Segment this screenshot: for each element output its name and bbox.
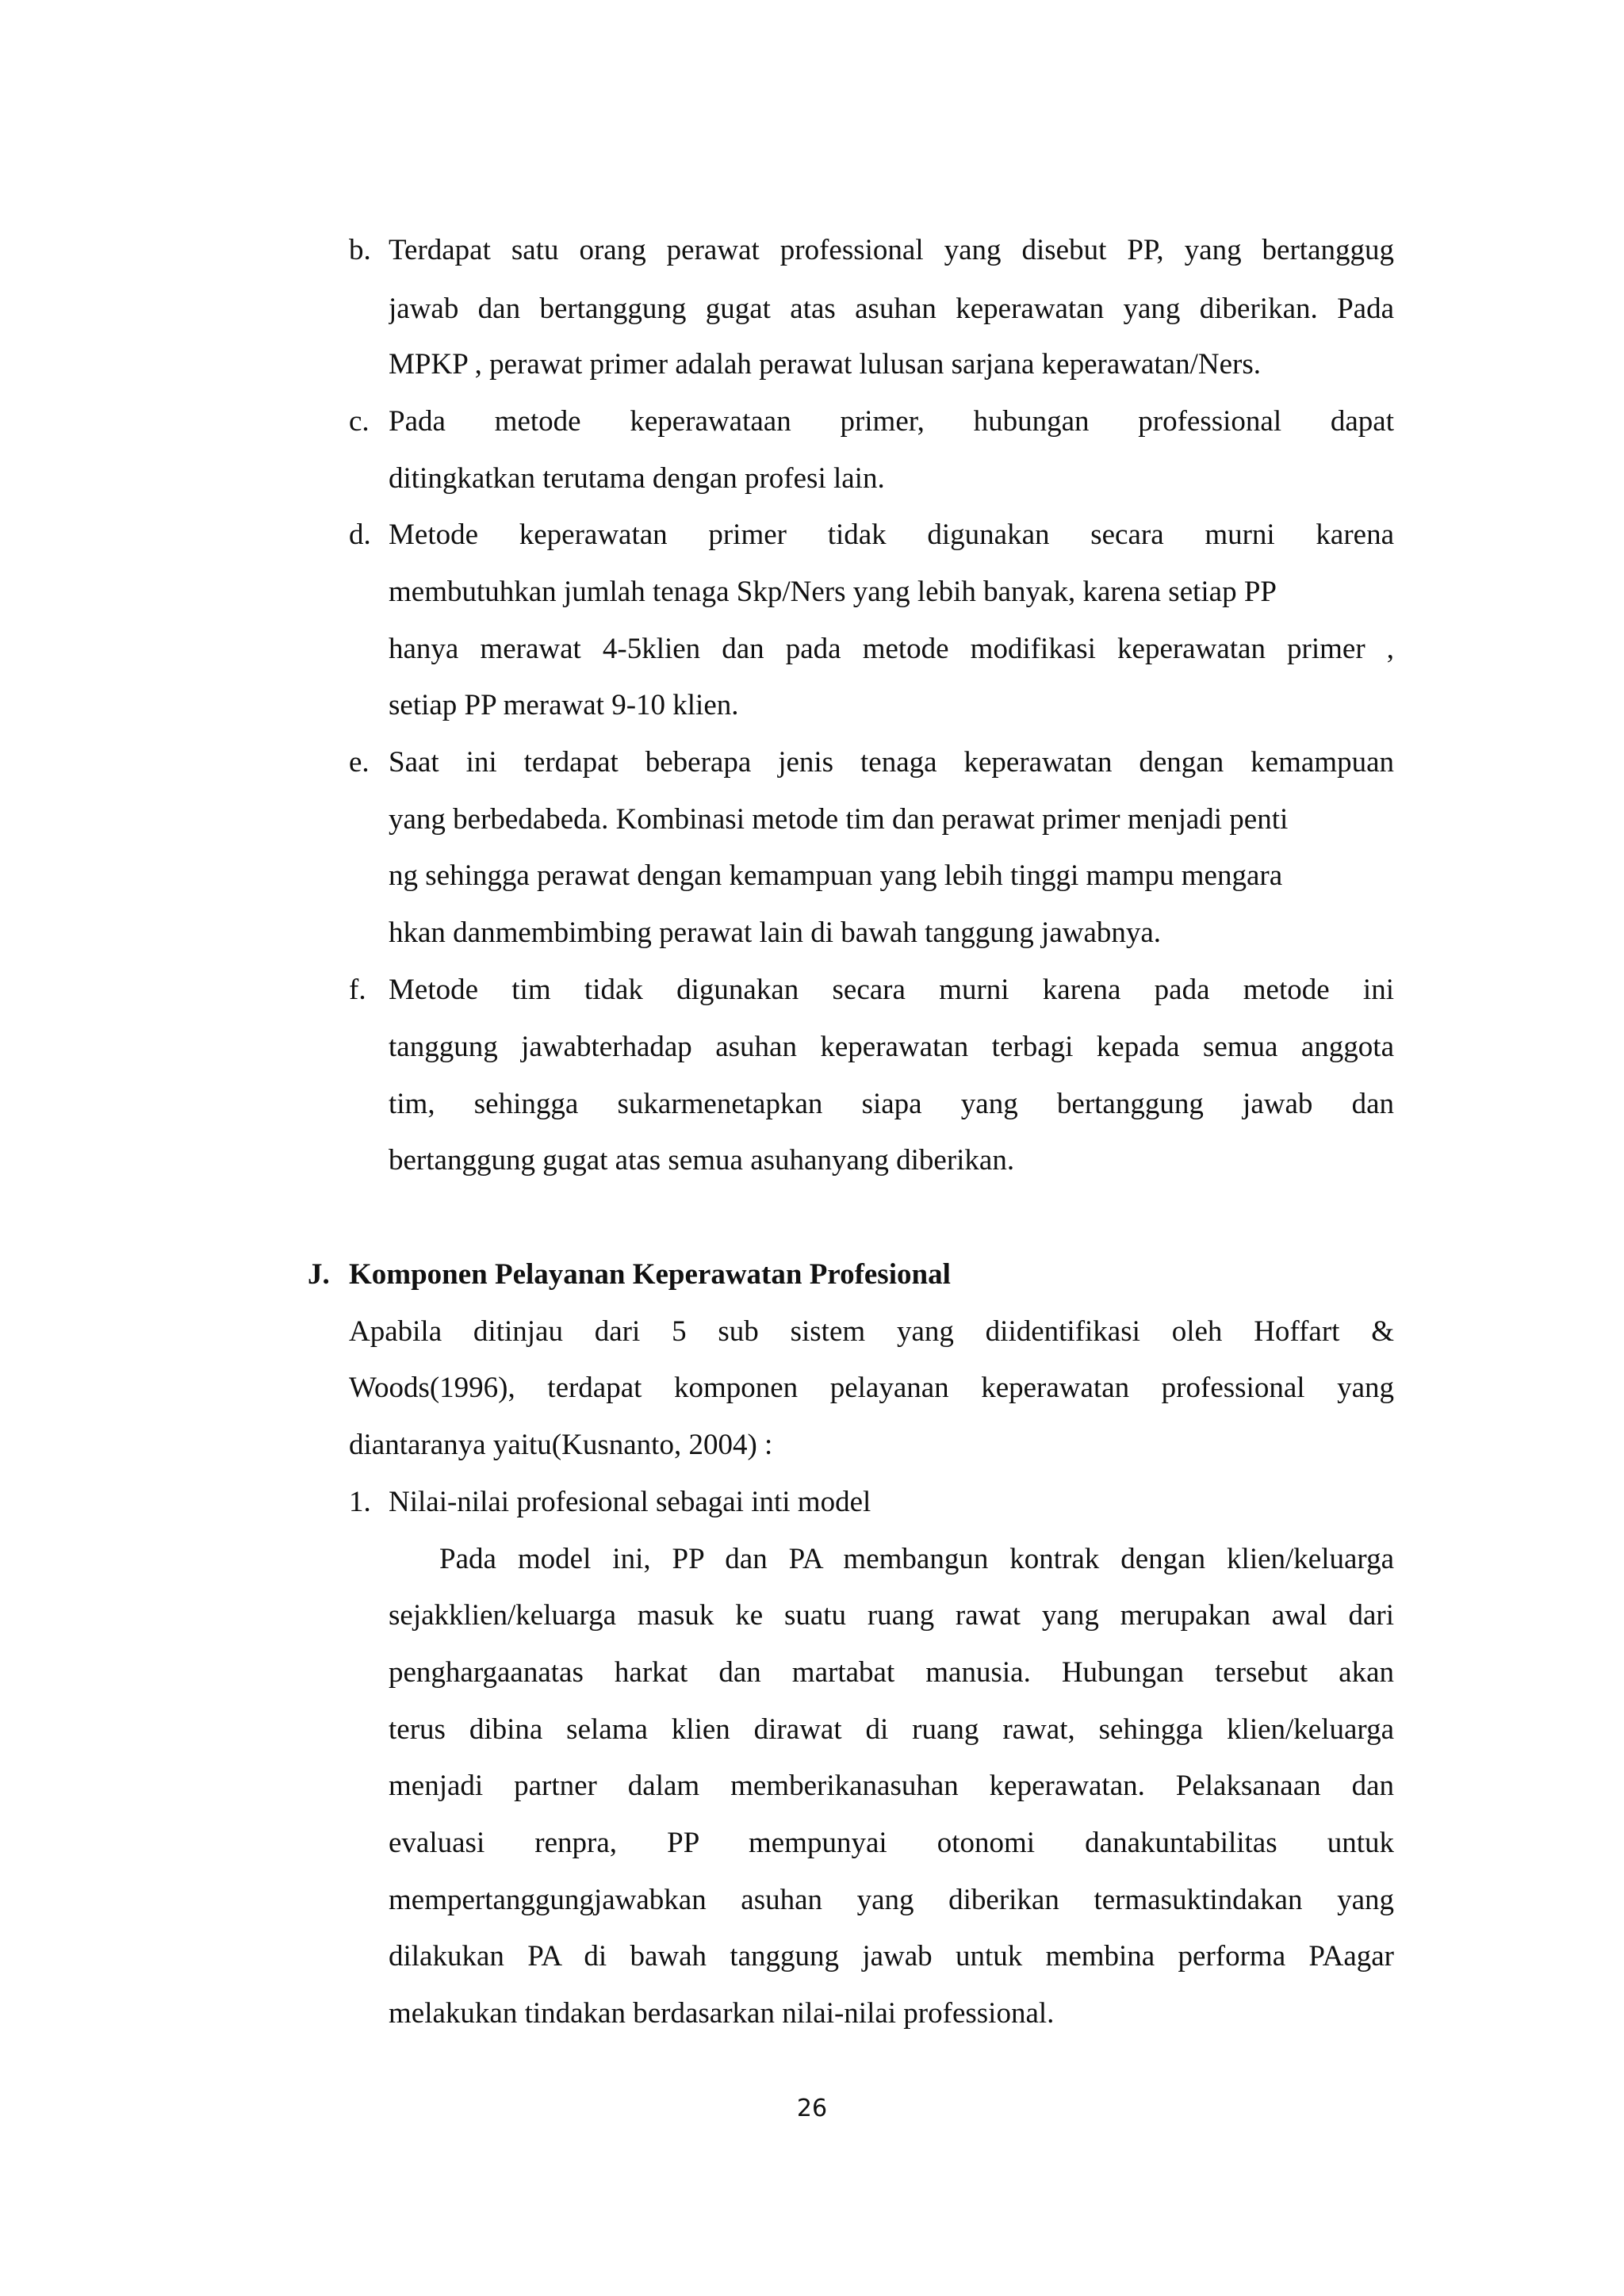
sub-item-title-1: Nilai-nilai profesional sebagai inti model <box>389 1486 871 1518</box>
list-marker-d: d. <box>349 519 371 551</box>
list-marker-e: e. <box>349 746 370 779</box>
item-b-line-1: Terdapat satu orang perawat professional yang disebut PP, yang bertanggug <box>389 234 1394 266</box>
section-intro-line-3: diantaranya yaitu(Kusnanto, 2004) : <box>349 1429 773 1461</box>
item-f-line-4: bertanggung gugat atas semua asuhanyang diberikan. <box>389 1144 1015 1177</box>
list-marker-b: b. <box>349 234 371 266</box>
item-c-line-2: ditingkatkan terutama dengan profesi lain. <box>389 462 885 495</box>
sub-item-marker-1: 1. <box>349 1486 371 1518</box>
sub-item-1-line-1: Pada model ini, PP dan PA membangun kontrak dengan klien/keluarga <box>439 1543 1394 1575</box>
sub-item-1-line-5: menjadi partner dalam memberikanasuhan keperawatan. Pelaksanaan dan <box>389 1770 1394 1802</box>
section-marker: J. <box>308 1258 330 1291</box>
item-c-line-1: Pada metode keperawataan primer, hubungan professional dapat <box>389 405 1394 438</box>
item-f-line-1: Metode tim tidak digunakan secara murni karena pada metode ini <box>389 974 1394 1006</box>
section-title: Komponen Pelayanan Keperawatan Profesional <box>349 1258 951 1291</box>
item-b-line-3: MPKP , perawat primer adalah perawat lulusan sarjana keperawatan/Ners. <box>389 348 1261 381</box>
sub-item-1-line-4: terus dibina selama klien dirawat di ruang rawat, sehingga klien/keluarga <box>389 1713 1394 1746</box>
list-marker-c: c. <box>349 405 370 438</box>
item-f-line-3: tim, sehingga sukarmenetapkan siapa yang bertanggung jawab dan <box>389 1088 1394 1120</box>
item-d-line-4: setiap PP merawat 9-10 klien. <box>389 689 739 721</box>
item-e-line-3: ng sehingga perawat dengan kemampuan yang lebih tinggi mampu mengara <box>389 859 1283 892</box>
item-e-line-4: hkan danmembimbing perawat lain di bawah tanggung jawabnya. <box>389 916 1162 949</box>
item-b-line-2: jawab dan bertanggung gugat atas asuhan keperawatan yang diberikan. Pada <box>389 293 1394 325</box>
item-e-line-2: yang berbedabeda. Kombinasi metode tim dan perawat primer menjadi penti <box>389 803 1289 836</box>
sub-item-1-line-6: evaluasi renpra, PP mempunyai otonomi danakuntabilitas untuk <box>389 1827 1394 1859</box>
item-d-line-2: membutuhkan jumlah tenaga Skp/Ners yang lebih banyak, karena setiap PP <box>389 576 1277 608</box>
sub-item-1-line-3: penghargaanatas harkat dan martabat manusia. Hubungan tersebut akan <box>389 1656 1394 1689</box>
page-number: 26 <box>796 2095 828 2122</box>
item-d-line-3: hanya merawat 4-5klien dan pada metode modifikasi keperawatan primer , <box>389 633 1394 665</box>
list-marker-f: f. <box>349 974 366 1006</box>
sub-item-1-line-8: dilakukan PA di bawah tanggung jawab untuk membina performa PAagar <box>389 1940 1394 1973</box>
sub-item-1-line-2: sejakklien/keluarga masuk ke suatu ruang rawat yang merupakan awal dari <box>389 1599 1394 1632</box>
item-e-line-1: Saat ini terdapat beberapa jenis tenaga keperawatan dengan kemampuan <box>389 746 1394 779</box>
sub-item-1-line-7: mempertanggungjawabkan asuhan yang diberikan termasuktindakan yang <box>389 1884 1394 1916</box>
item-f-line-2: tanggung jawabterhadap asuhan keperawatan terbagi kepada semua anggota <box>389 1031 1394 1063</box>
item-d-line-1: Metode keperawatan primer tidak digunakan secara murni karena <box>389 519 1394 551</box>
section-intro-line-2: Woods(1996), terdapat komponen pelayanan keperawatan professional yang <box>349 1372 1394 1404</box>
sub-item-1-line-9: melakukan tindakan berdasarkan nilai-nilai professional. <box>389 1997 1055 2030</box>
section-intro-line-1: Apabila ditinjau dari 5 sub sistem yang diidentifikasi oleh Hoffart & <box>349 1315 1394 1348</box>
